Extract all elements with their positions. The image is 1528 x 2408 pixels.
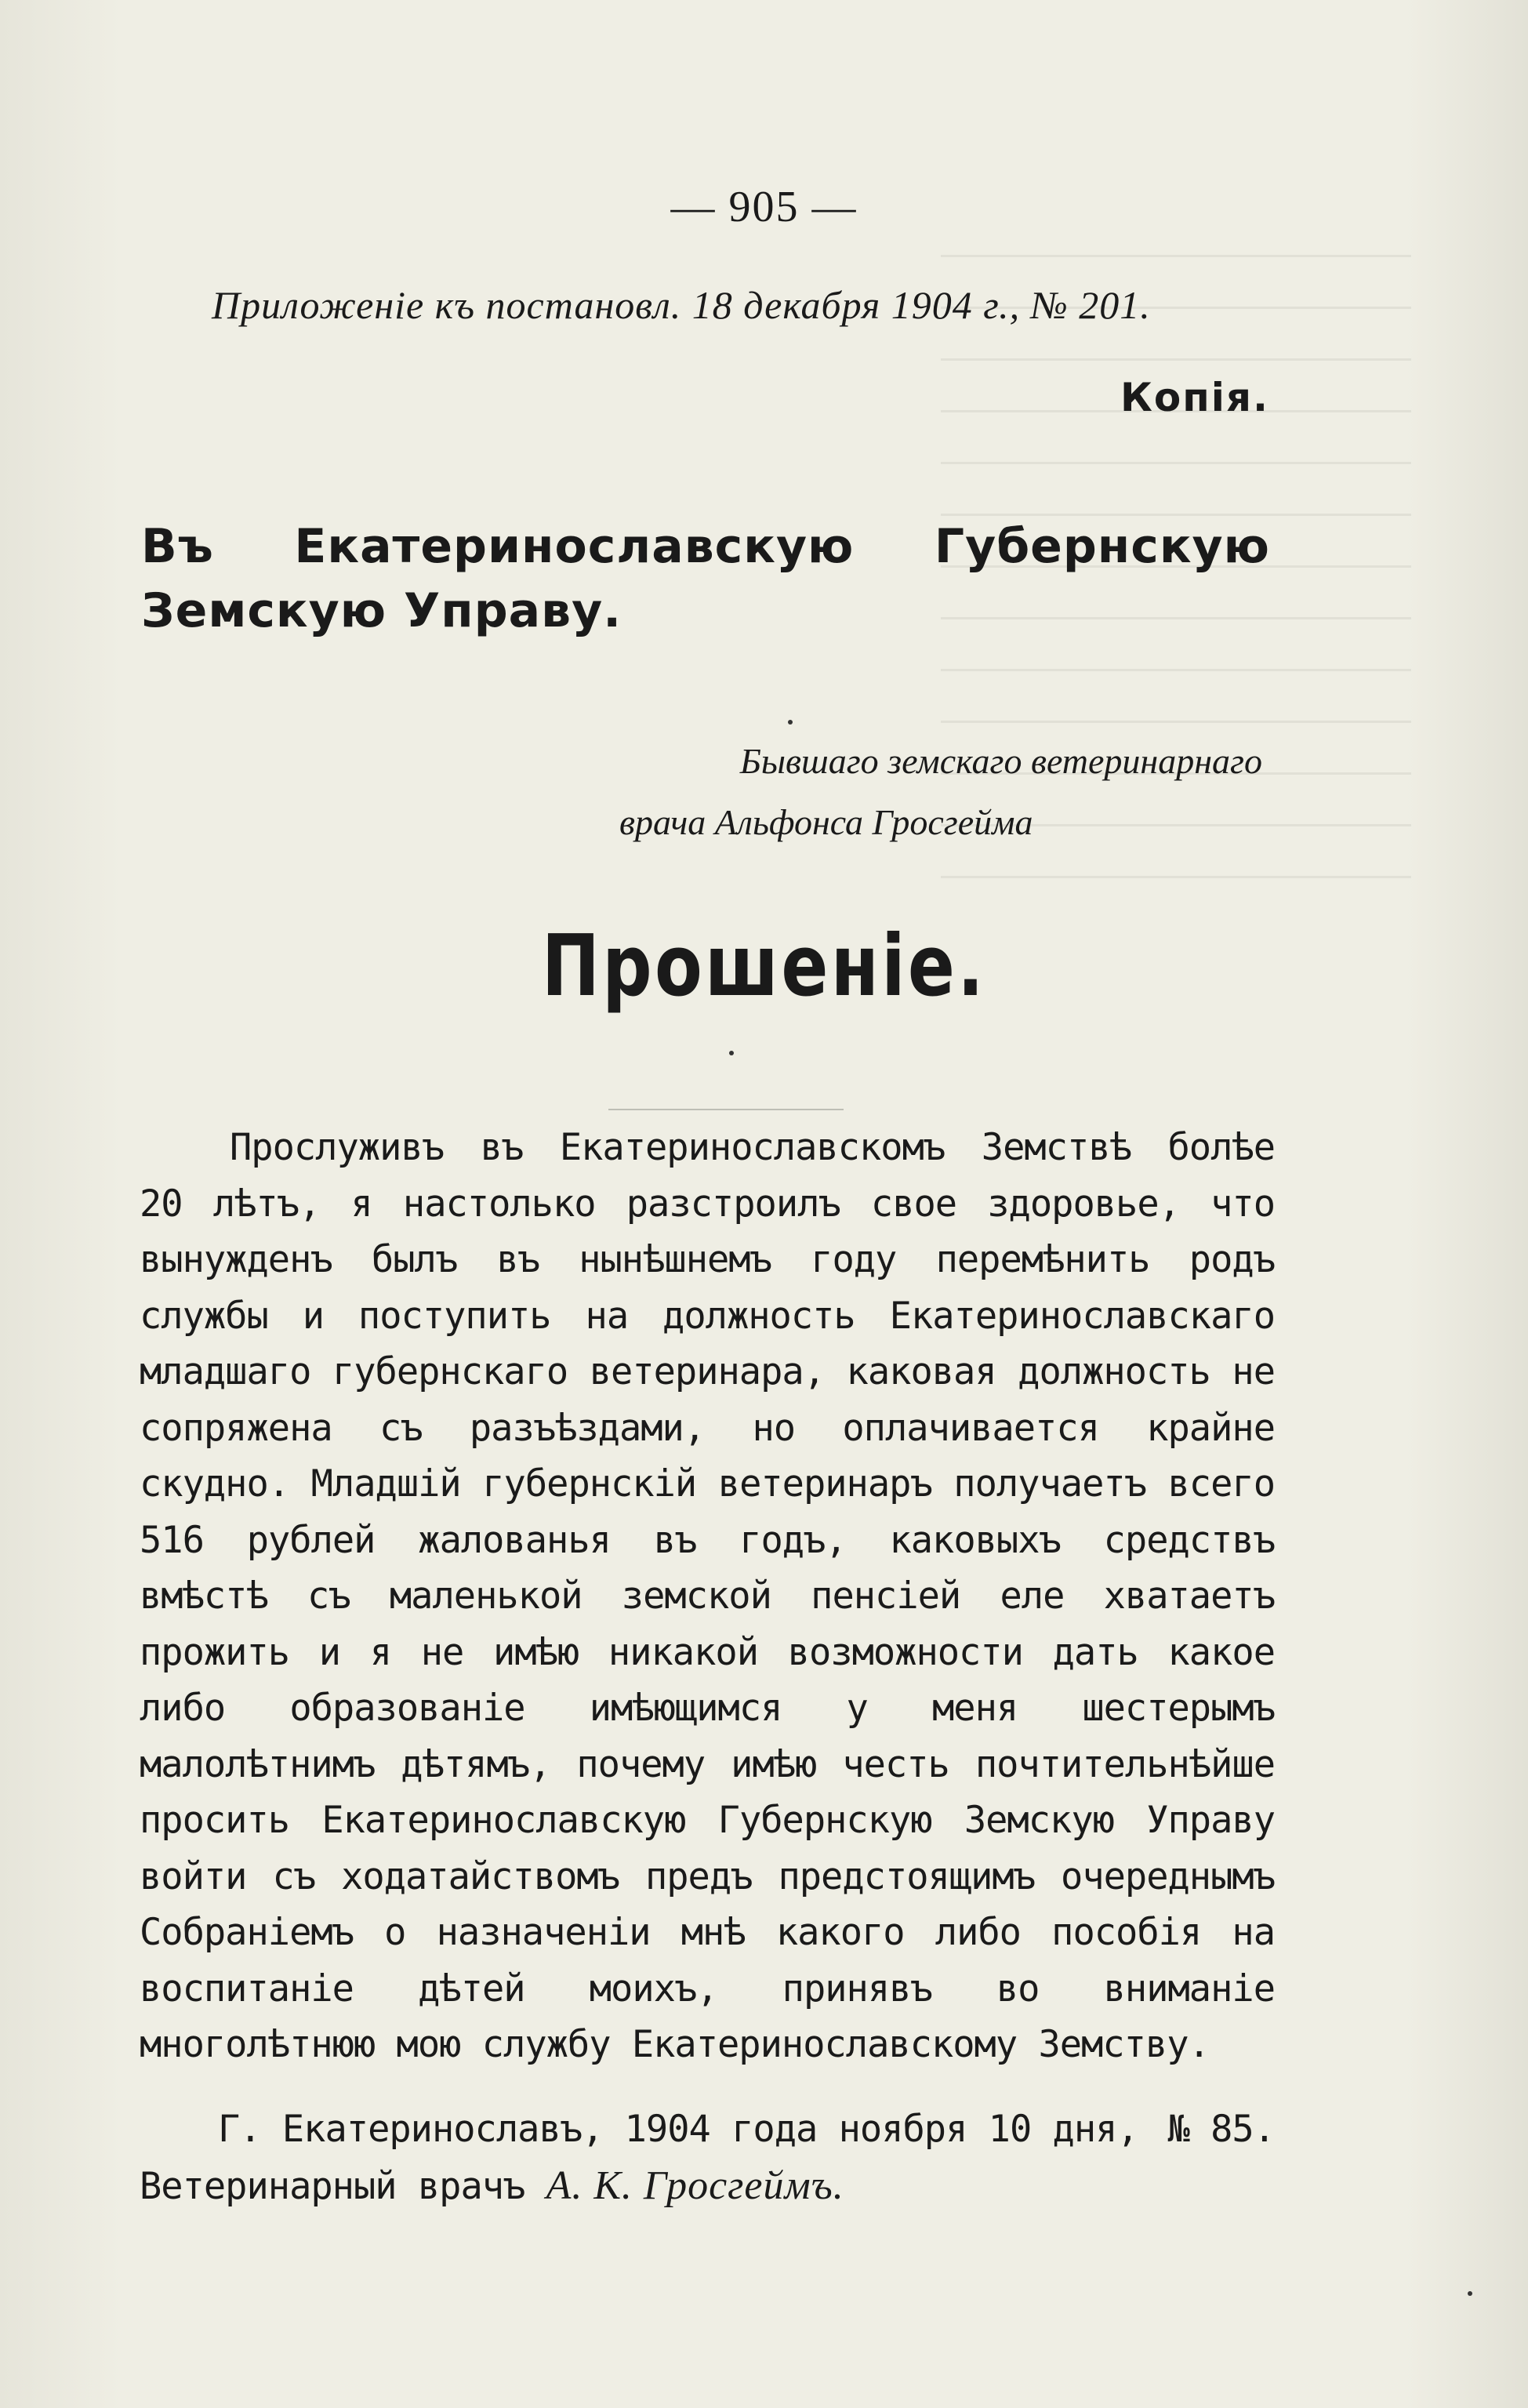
divider-rule [608,1109,844,1110]
petition-heading: Прошеніе. [541,917,987,1015]
petition-paragraph: Прослуживъ въ Екатеринославскомъ Земствѣ болѣе 20 лѣтъ, я настолько разстроилъ свое здоровье, что вынужденъ былъ въ нынѣшнемъ году перемѣнить родъ службы и поступить на должность Екатеринославскаго младшаго губернскаго ветеринара, каковая должность не сопряжена съ разъѣздами, но оплачивается крайне скудно. Младшій губернскій ветеринаръ получаетъ всего 516 рублей жалованья въ годъ, каковыхъ средствъ вмѣстѣ съ маленькой земской пенсіей еле хватаетъ прожить и я не имѣю никакой возможности дать какое либо образованіе имѣющимся у меня шестерымъ малолѣтнимъ дѣтямъ, почему имѣю честь почтительнѣйше просить Екатеринославскую Губернскую Земскую Управу войти съ ходатайствомъ предъ предстоящимъ очереднымъ Собраніемъ о назначеніи мнѣ какого либо пособія на воспитаніе дѣтей моихъ, принявъ во вниманіе многолѣтнюю мою службу Екатеринославскому Земству. [140,1126,1275,2066]
paper-speck [729,1051,734,1055]
sender-block [619,731,1270,853]
appendix-note: Приложеніе къ постановл. 18 декабря 1904 г., № 201. [212,283,1151,327]
signature-label: Ветеринарный врачъ [140,2165,525,2208]
paper-speck [1468,2291,1472,2296]
date-place: Г. Екатеринославъ, 1904 года ноября 10 дня, [218,2108,1138,2151]
signature-name: А. К. Гросгеймъ. [546,2163,844,2208]
document-number: № 85. [1167,2108,1275,2151]
addressee: Въ Екатеринославскую Губернскую Земскую Управу. [141,519,1270,638]
page-number: — 905 — [670,183,858,231]
petition-body [140,1120,1275,2073]
sender-line-2: врача Альфонса Гросгейма [619,802,1033,842]
copy-label: Копія. [1120,375,1269,420]
signature-line [140,2158,1275,2215]
paper-speck [788,720,793,725]
date-line [140,2101,1275,2158]
sender-line-1: Бывшаго земскаго ветеринарнаго [739,741,1262,781]
